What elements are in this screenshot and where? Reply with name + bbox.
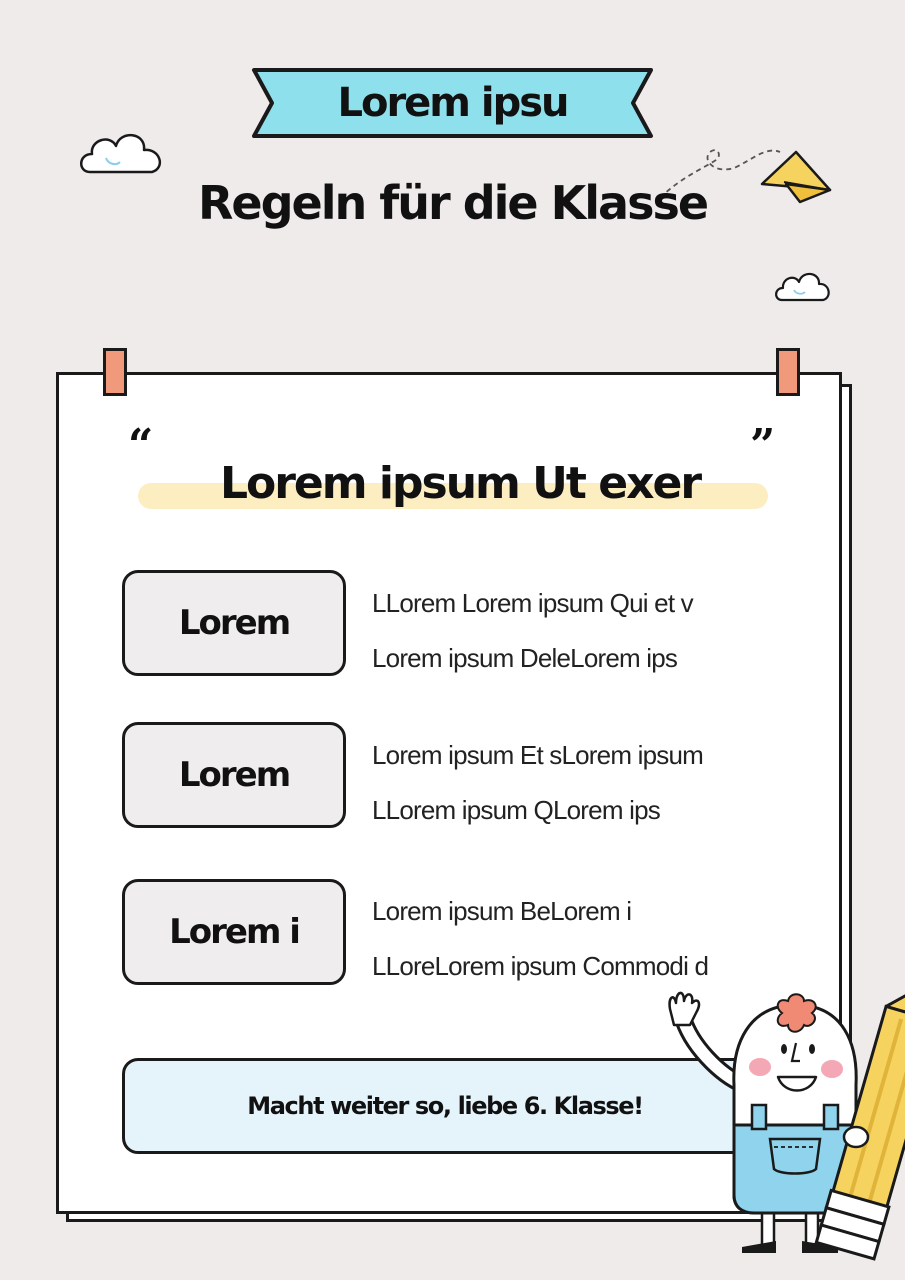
rule-text-line: Lorem ipsum DeleLorem ips: [372, 643, 678, 673]
rule-text-line: LLoreLorem ipsum Commodi d: [372, 951, 709, 981]
rule-text-line: LLorem ipsum QLorem ips: [372, 795, 660, 825]
rule-text-line: Lorem ipsum BeLorem i: [372, 896, 632, 926]
rule-text-line: Lorem ipsum Et sLorem ipsum: [372, 740, 703, 770]
close-quote-mark: ”: [750, 420, 776, 471]
rule-label-box: Lorem: [122, 570, 346, 676]
page-title: Regeln für die Klasse: [197, 176, 708, 230]
card-title: Lorem ipsum Ut exer: [219, 458, 701, 509]
banner-label: Lorem ipsu: [337, 80, 568, 126]
tape-right: [776, 348, 800, 396]
cloud-icon: [772, 266, 834, 306]
rule-text-line: LLorem Lorem ipsum Qui et v: [372, 588, 693, 618]
rule-label-box: Lorem i: [122, 879, 346, 985]
rule-label-box: Lorem: [122, 722, 346, 828]
footer-message: Macht weiter so, liebe 6. Klasse!: [122, 1058, 768, 1154]
pencil-character-illustration: [660, 985, 905, 1280]
tape-left: [103, 348, 127, 396]
cloud-icon: [76, 124, 168, 182]
open-quote-mark: “: [128, 420, 154, 471]
